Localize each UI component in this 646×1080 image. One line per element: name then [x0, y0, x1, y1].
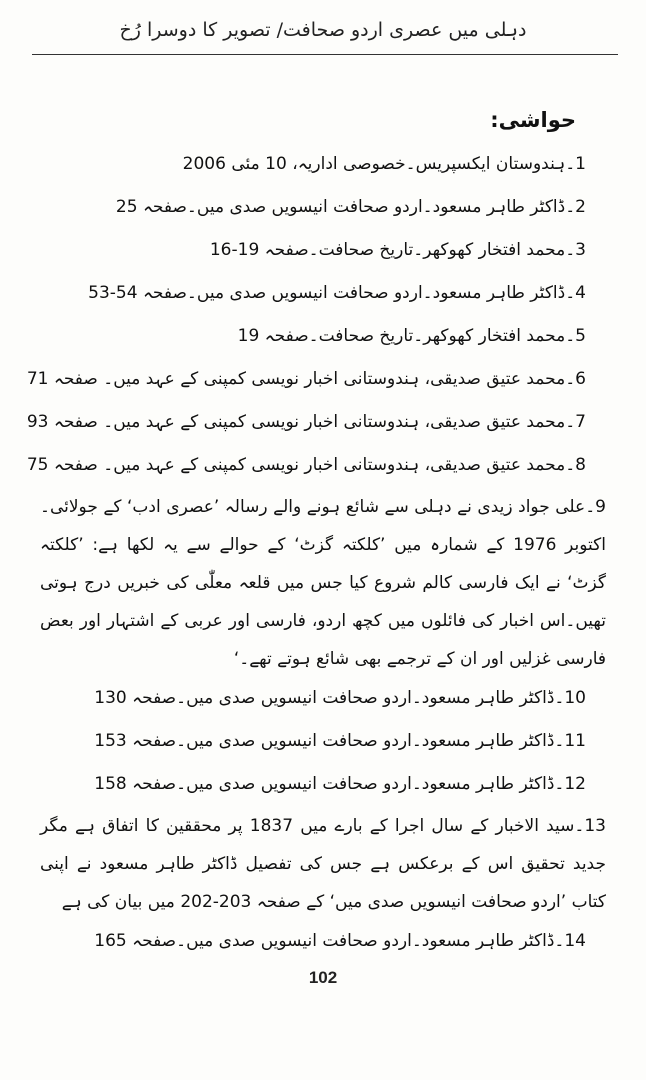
footnotes-list	[26, 144, 606, 964]
note-10: 10۔ڈاکٹر طاہر مسعود۔اردو صحافت انیسویں صدی میں۔صفحہ 130	[94, 688, 586, 708]
note-8: 8۔محمد عتیق صدیقی، ہندوستانی اخبار نویسی کمپنی کے عہد میں۔ صفحہ 75	[26, 455, 586, 475]
note-14: 14۔ڈاکٹر طاہر مسعود۔اردو صحافت انیسویں صدی میں۔صفحہ 165	[94, 931, 586, 951]
note-12: 12۔ڈاکٹر طاہر مسعود۔اردو صحافت انیسویں صدی میں۔صفحہ 158	[94, 774, 586, 794]
page-number: 102	[308, 968, 338, 987]
note-9: 9۔علی جواد زیدی نے دہلی سے شائع ہونے والے رسالہ ’عصری ادب‘ کے جولائی۔اکتوبر 1976 کے شمارہ میں ’کلکتہ گزٹ‘ کے حوالے سے یہ لکھا ہے: ’کلکتہ گزٹ‘ نے ایک فارسی کالم شروع کیا جس میں قلعہ معلّٰی کی خبریں درج ہوتی تھیں۔اس اخبار کی فائلوں میں کچھ اردو، فارسی اور عربی کے اشتہار اور بعض فارسی غزلیں اور ان کے ترجمے بھی شائع ہوتے تھے۔‘	[40, 497, 606, 669]
note-6: 6۔محمد عتیق صدیقی، ہندوستانی اخبار نویسی کمپنی کے عہد میں۔ صفحہ 71	[26, 369, 586, 389]
note-4: 4۔ڈاکٹر طاہر مسعود۔اردو صحافت انیسویں صدی میں۔صفحہ 54-53	[88, 283, 586, 303]
note-13: 13۔سید الاخبار کے سال اجرا کے بارے میں 1837 پر محققین کا اتفاق ہے مگر جدید تحقیق اس کے برعکس ہے جس کی تفصیل ڈاکٹر طاہر مسعود نے اپنی کتاب ’اردو صحافت انیسویں صدی میں‘ کے صفحہ 203-202 میں بیان کی ہے	[40, 816, 606, 912]
note-2: 2۔ڈاکٹر طاہر مسعود۔اردو صحافت انیسویں صدی میں۔صفحہ 25	[115, 197, 586, 217]
note-7: 7۔محمد عتیق صدیقی، ہندوستانی اخبار نویسی کمپنی کے عہد میں۔ صفحہ 93	[26, 412, 586, 432]
note-3: 3۔محمد افتخار کھوکھر۔تاریخ صحافت۔صفحہ 19-16	[209, 240, 586, 260]
header-divider	[32, 54, 618, 55]
section-title: حواشی:	[490, 108, 576, 132]
note-5: 5۔محمد افتخار کھوکھر۔تاریخ صحافت۔صفحہ 19	[237, 326, 586, 346]
running-header: دہلی میں عصری اردو صحافت/ تصویر کا دوسرا رُخ	[119, 19, 527, 41]
note-1: 1۔ہندوستان ایکسپریس۔خصوصی اداریہ، 10 مئی 2006	[182, 154, 586, 174]
note-11: 11۔ڈاکٹر طاہر مسعود۔اردو صحافت انیسویں صدی میں۔صفحہ 153	[94, 731, 586, 751]
